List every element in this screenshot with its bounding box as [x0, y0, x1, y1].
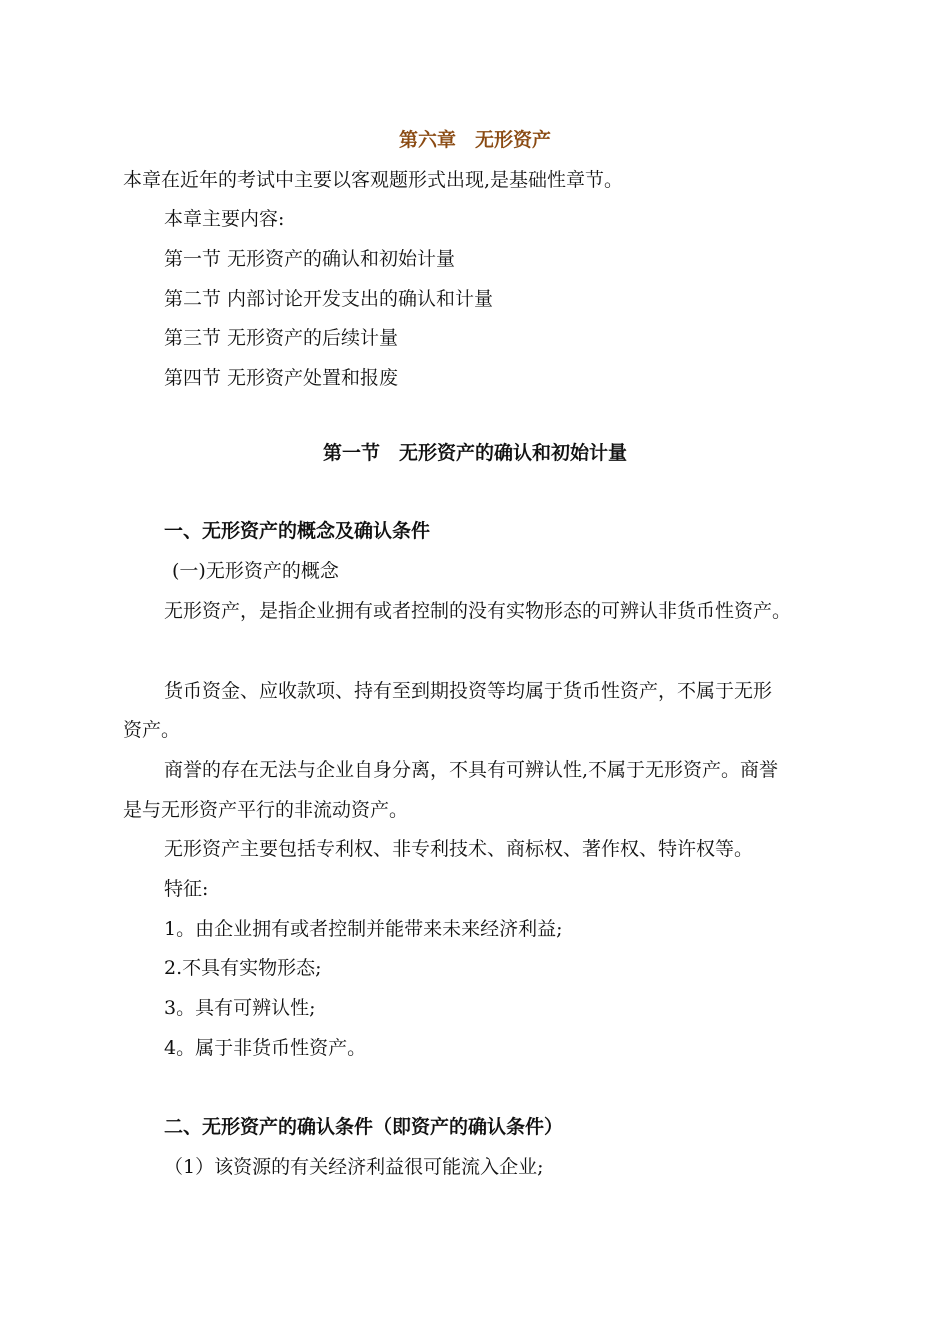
feature-item: 4。属于非货币性资产。	[164, 1037, 367, 1059]
monetary-paragraph-line2: 资产。	[123, 719, 181, 741]
section-title: 第一节 无形资产的确认和初始计量	[322, 442, 627, 464]
feature-item: 1。由企业拥有或者控制并能带来未来经济利益;	[164, 918, 563, 940]
toc-item: 第一节 无形资产的确认和初始计量	[164, 248, 456, 270]
toc-item: 第三节 无形资产的后续计量	[164, 327, 399, 349]
feature-item: 3。具有可辨认性;	[164, 997, 316, 1019]
goodwill-paragraph-line2: 是与无形资产平行的非流动资产。	[123, 799, 409, 821]
heading-recognition: 二、无形资产的确认条件（即资产的确认条件）	[164, 1116, 564, 1138]
monetary-paragraph-line1: 货币资金、应收款项、持有至到期投资等均属于货币性资产，不属于无形	[164, 680, 773, 702]
feature-item: 2.不具有实物形态;	[164, 957, 322, 979]
toc-item: 第四节 无形资产处置和报废	[164, 367, 399, 389]
condition-item: （1）该资源的有关经济利益很可能流入企业;	[164, 1156, 544, 1178]
heading-concept: 一、无形资产的概念及确认条件	[164, 520, 431, 542]
toc-item: 第二节 内部讨论开发支出的确认和计量	[164, 288, 494, 310]
definition-paragraph: 无形资产，是指企业拥有或者控制的没有实物形态的可辨认非货币性资产。	[164, 600, 792, 622]
goodwill-paragraph-line1: 商誉的存在无法与企业自身分离，不具有可辨认性,不属于无形资产。商誉	[164, 759, 779, 781]
main-content-label: 本章主要内容:	[164, 208, 285, 230]
subheading-concept: (一)无形资产的概念	[172, 560, 339, 582]
features-label: 特征:	[164, 878, 209, 900]
chapter-title: 第六章 无形资产	[398, 129, 551, 151]
includes-paragraph: 无形资产主要包括专利权、非专利技术、商标权、著作权、特许权等。	[164, 838, 754, 860]
intro-paragraph: 本章在近年的考试中主要以客观题形式出现,是基础性章节。	[123, 169, 624, 191]
